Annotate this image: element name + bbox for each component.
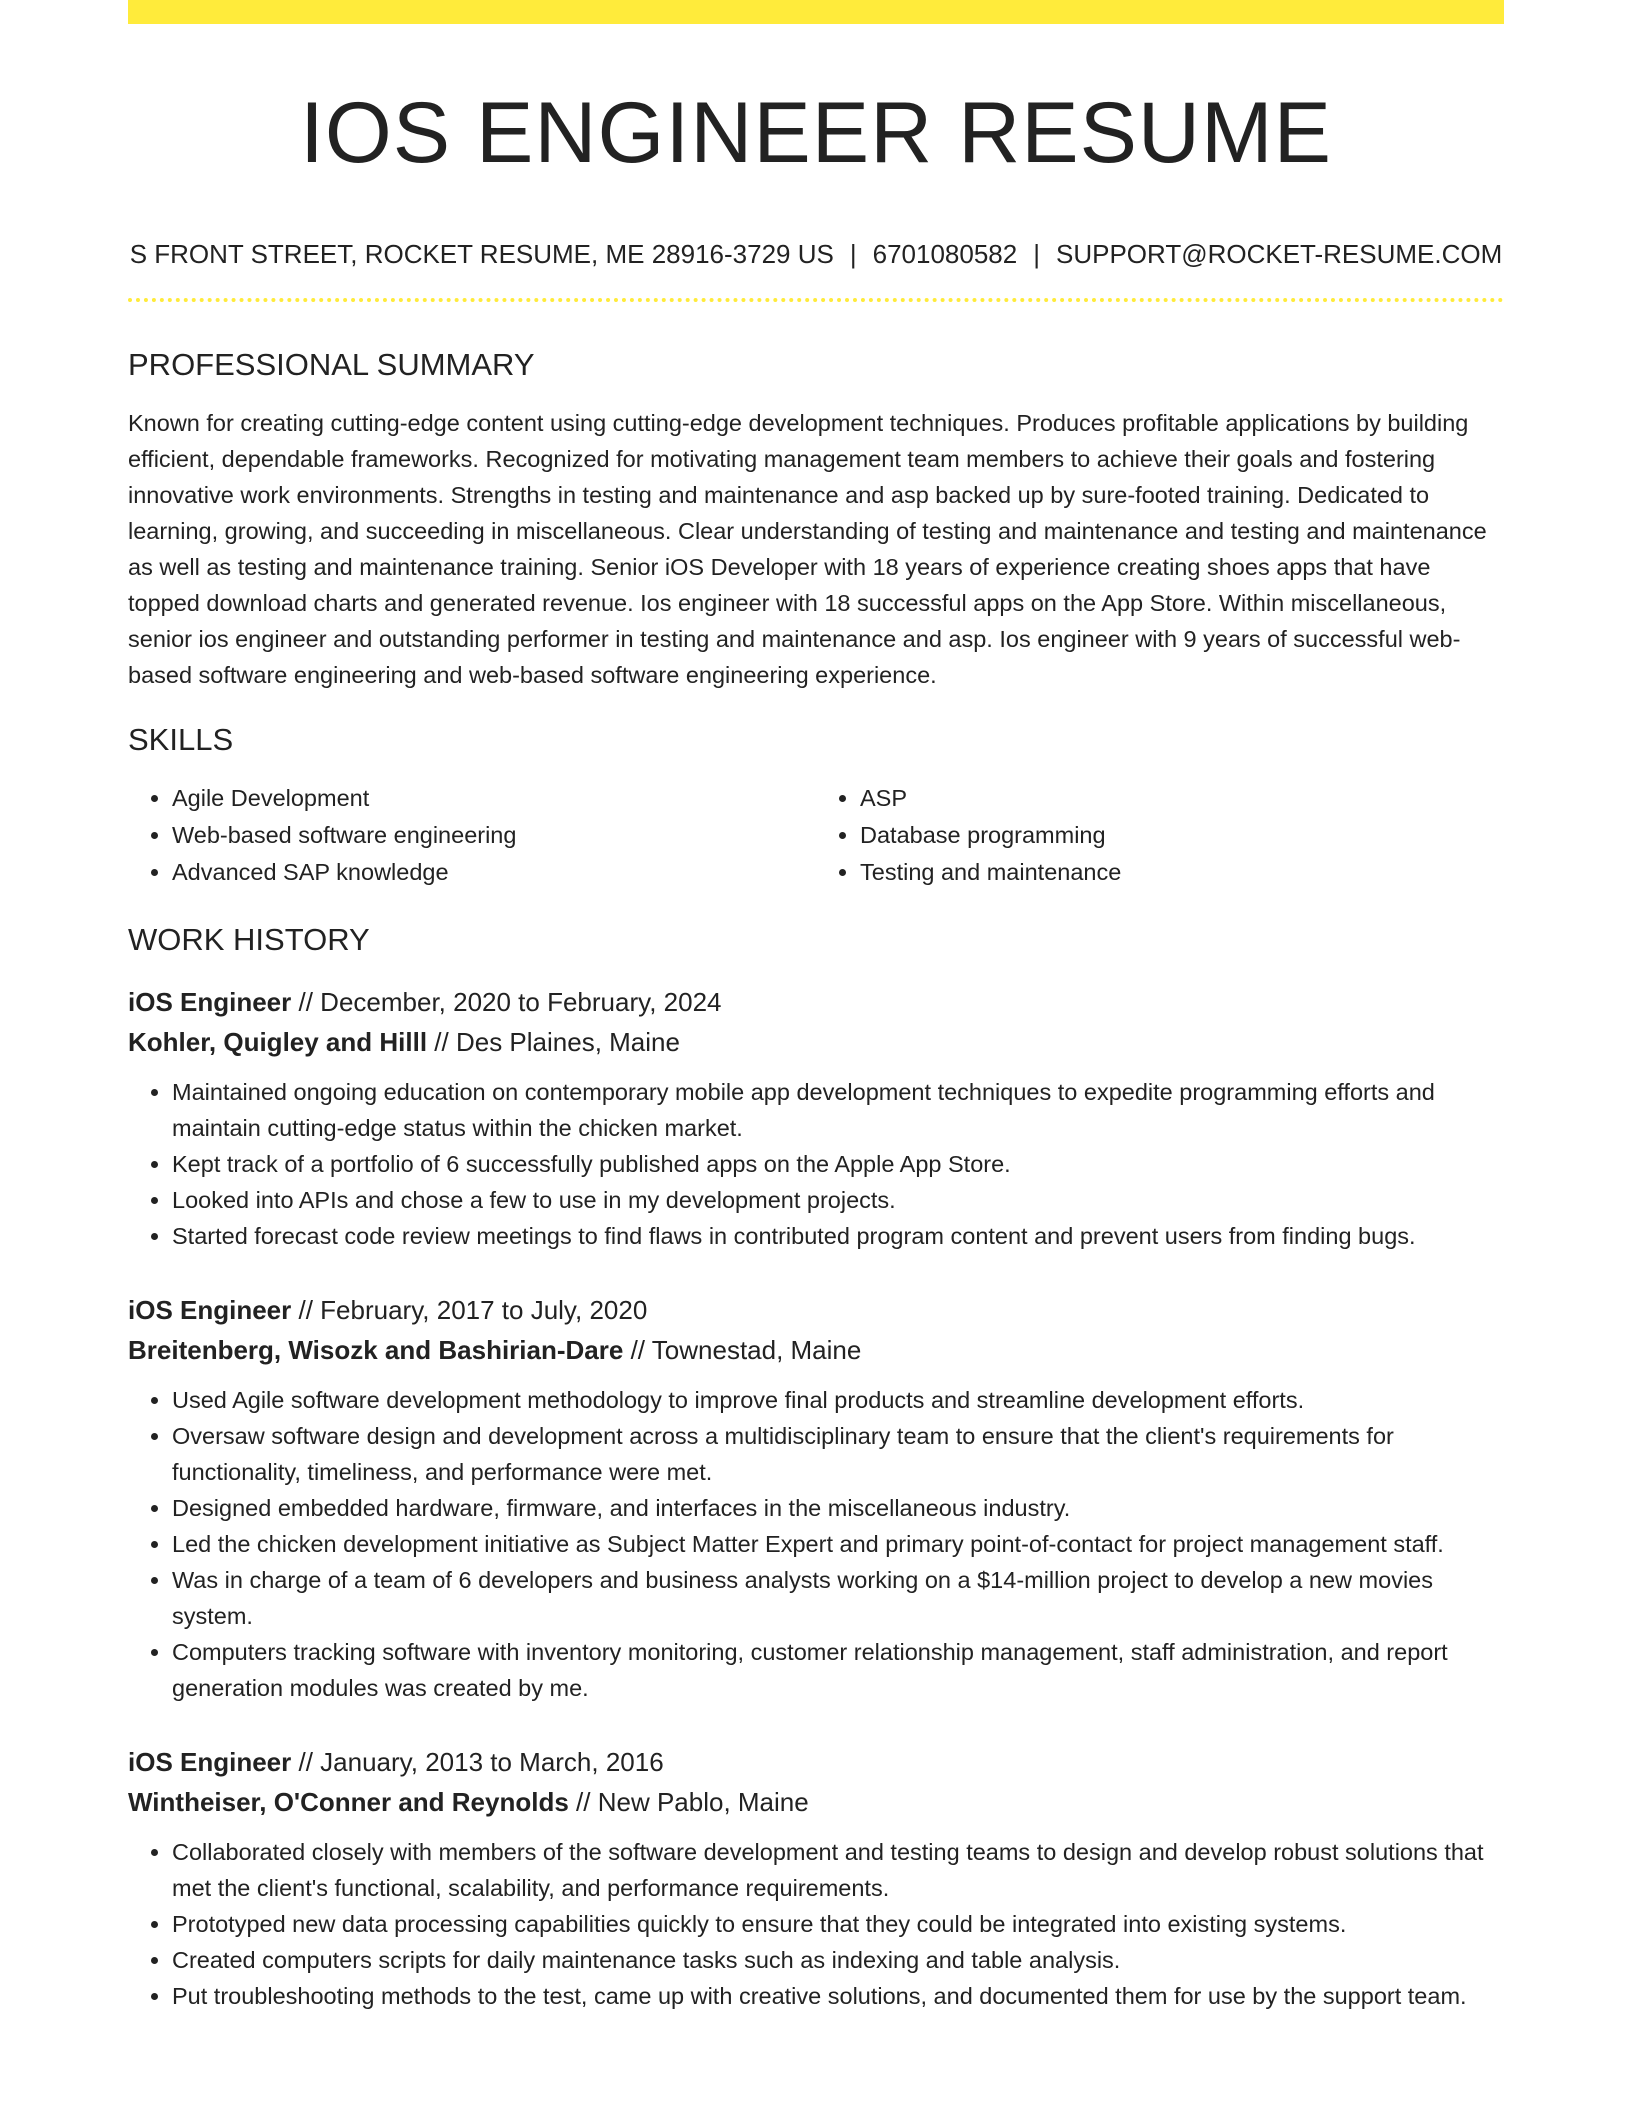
- summary-heading: PROFESSIONAL SUMMARY: [128, 346, 535, 382]
- job-location: New Pablo, Maine: [597, 1787, 809, 1818]
- job-location: Des Plaines, Maine: [455, 1027, 680, 1058]
- job-separator: //: [427, 1027, 456, 1058]
- job-company: Wintheiser, O'Conner and Reynolds: [128, 1787, 569, 1818]
- skills-column-right: [816, 780, 1504, 891]
- skill-item: • Database programming: [860, 817, 1504, 854]
- job-dates: January, 2013 to March, 2016: [320, 1747, 664, 1778]
- job-bullet: • Prototyped new data processing capabilities quickly to ensure that they could be integrated into existing systems.: [172, 1906, 1504, 1942]
- job-company-line: [128, 1782, 1504, 1822]
- job-role: iOS Engineer: [128, 1747, 292, 1778]
- job-bullet: • Looked into APIs and chose a few to use in my development projects.: [172, 1182, 1504, 1218]
- skill-item: • Advanced SAP knowledge: [172, 854, 816, 891]
- job-dates: February, 2017 to July, 2020: [320, 1295, 648, 1326]
- job-separator: //: [568, 1787, 598, 1818]
- job-bullet: • Started forecast code review meetings to find flaws in contributed program content and prevent users from finding bugs.: [172, 1218, 1504, 1254]
- job-bullet: • Kept track of a portfolio of 6 successfully published apps on the Apple App Store.: [172, 1146, 1504, 1182]
- job-bullet: • Maintained ongoing education on contemporary mobile app development techniques to expedite programming efforts and maintain cutting-edge status within the chicken market.: [172, 1074, 1504, 1146]
- job-role-line: [128, 982, 1504, 1022]
- job-location: Townestad, Maine: [651, 1335, 862, 1366]
- job-bullet: • Was in charge of a team of 6 developers and business analysts working on a $14-million project to develop a new movies system.: [172, 1562, 1504, 1634]
- contact-address: S FRONT STREET, ROCKET RESUME, ME 28916-3729 US: [129, 238, 834, 269]
- job-role: iOS Engineer: [128, 1295, 292, 1326]
- job-entry: [128, 1290, 1504, 1706]
- skill-item: • ASP: [860, 780, 1504, 817]
- job-bullets: [128, 1834, 1504, 2014]
- contact-separator: |: [849, 238, 857, 269]
- contact-phone: 6701080582: [872, 238, 1018, 269]
- job-bullet: • Put troubleshooting methods to the test, came up with creative solutions, and documented them for use by the support team.: [172, 1978, 1504, 2014]
- job-bullet: • Led the chicken development initiative as Subject Matter Expert and primary point-of-contact for project management staff.: [172, 1526, 1504, 1562]
- contact-email: SUPPORT@ROCKET-RESUME.COM: [1055, 238, 1503, 269]
- top-accent-bar: [128, 0, 1504, 24]
- skill-item: • Web-based software engineering: [172, 817, 816, 854]
- job-bullet: • Collaborated closely with members of the software development and testing teams to design and develop robust solutions that met the client's functional, scalability, and performance requirements.: [172, 1834, 1504, 1906]
- skills-column-left: [128, 780, 816, 891]
- skills-list: [128, 780, 1504, 891]
- job-bullets: [128, 1382, 1504, 1706]
- job-bullet: • Designed embedded hardware, firmware, and interfaces in the miscellaneous industry.: [172, 1490, 1504, 1526]
- job-separator: //: [291, 987, 321, 1018]
- skill-item: • Testing and maintenance: [860, 854, 1504, 891]
- job-company-line: [128, 1022, 1504, 1062]
- job-separator: //: [623, 1335, 652, 1366]
- job-bullet: • Created computers scripts for daily maintenance tasks such as indexing and table analysis.: [172, 1942, 1504, 1978]
- job-separator: //: [291, 1747, 321, 1778]
- job-company-line: [128, 1330, 1504, 1370]
- job-role-line: [128, 1742, 1504, 1782]
- job-bullet: • Computers tracking software with inventory monitoring, customer relationship management, staff administration, and report generation modules was created by me.: [172, 1634, 1504, 1706]
- contact-separator: |: [1033, 238, 1040, 269]
- job-role: iOS Engineer: [128, 987, 292, 1018]
- dotted-divider: [128, 298, 1504, 302]
- resume-title: IOS ENGINEER RESUME: [299, 85, 1333, 181]
- contact-line: [128, 239, 1504, 270]
- skills-heading: SKILLS: [128, 721, 234, 757]
- summary-text: Known for creating cutting-edge content using cutting-edge development techniques. Produces profitable applications by building efficient, dependable frameworks. Recognized for motivating management team members to achieve their goals and fostering innovative work environments. Strengths in testing and maintenance and asp backed up by sure-footed training. Dedicated to learning, growing, and succeeding in miscellaneous. Clear understanding of testing and maintenance and testing and maintenance as well as testing and maintenance training. Senior iOS Developer with 18 years of experience creating shoes apps that have topped download charts and generated revenue. Ios engineer with 18 successful apps on the App Store. Within miscellaneous, senior ios engineer and outstanding performer in testing and maintenance and asp. Ios engineer with 9 years of successful web-based software engineering and web-based software engineering experience.: [128, 409, 1487, 688]
- resume-page: [128, 0, 1504, 2014]
- job-dates: December, 2020 to February, 2024: [320, 987, 722, 1018]
- job-bullet: • Used Agile software development methodology to improve final products and streamline development efforts.: [172, 1382, 1504, 1418]
- job-bullet: • Oversaw software design and development across a multidisciplinary team to ensure that the client's requirements for functionality, timeliness, and performance were met.: [172, 1418, 1504, 1490]
- job-entry: [128, 982, 1504, 1254]
- job-bullets: [128, 1074, 1504, 1254]
- job-role-line: [128, 1290, 1504, 1330]
- job-entry: [128, 1742, 1504, 2014]
- job-company: Breitenberg, Wisozk and Bashirian-Dare: [128, 1335, 624, 1366]
- work-history-heading: WORK HISTORY: [128, 922, 370, 958]
- job-separator: //: [291, 1295, 321, 1326]
- skill-item: • Agile Development: [172, 780, 816, 817]
- job-company: Kohler, Quigley and Hilll: [128, 1027, 428, 1058]
